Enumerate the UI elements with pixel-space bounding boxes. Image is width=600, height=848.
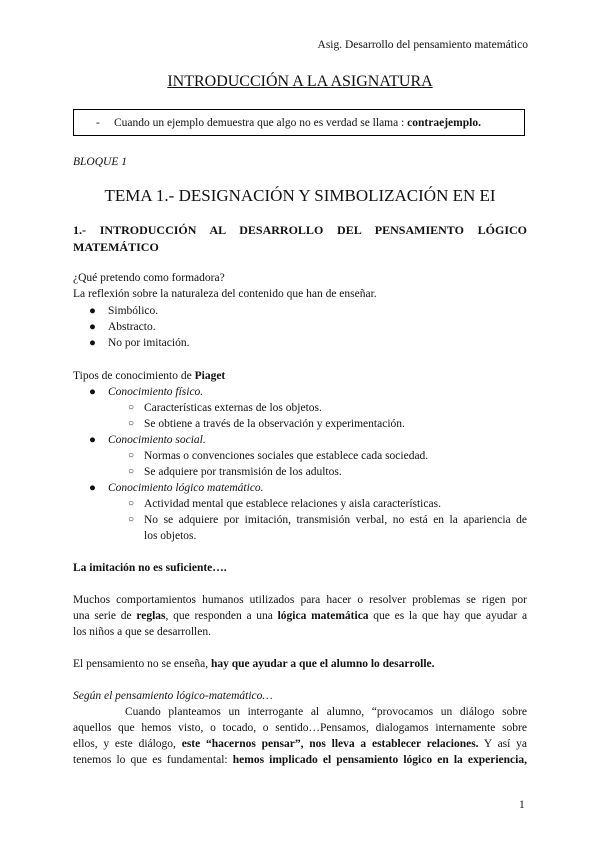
- para2: El pensamiento no se enseña, hay que ayudar a que el alumno lo desarrolle.: [73, 658, 435, 670]
- para3-line4: tenemos lo que es fundamental: hemos implicado el pensamiento lógico en la experiencia,: [73, 754, 527, 766]
- piaget-name: Piaget: [194, 370, 226, 382]
- bullet-item: Simbólico.: [108, 305, 159, 317]
- page-number: 1: [519, 799, 525, 811]
- para1-line1: Muchos comportamientos humanos utilizados para hacer o resolver problemas se rigen por: [73, 594, 527, 606]
- bullet-icon: ●: [89, 434, 96, 446]
- note-box: [73, 109, 525, 136]
- para1-line2: una serie de reglas, que responden a una lógica matemática que es la que hay que ayudar a: [73, 610, 528, 622]
- circle-bullet-icon: ○: [128, 514, 135, 525]
- bullet-icon: ●: [89, 482, 96, 494]
- bullet-icon: ●: [89, 305, 96, 317]
- circle-bullet-icon: ○: [128, 498, 135, 509]
- type-item: Se obtiene a través de la observación y experimentación.: [144, 418, 405, 430]
- type-item: Características externas de los objetos.: [144, 402, 322, 414]
- circle-bullet-icon: ○: [128, 466, 135, 477]
- para3-line2: aquellos que hemos visto, o tocado, o sentido…Pensamos, dialogamos internamente sobre: [73, 722, 527, 734]
- note-text: Cuando un ejemplo demuestra que algo no es verdad se llama : contraejemplo.: [114, 117, 481, 129]
- para3-line1: Cuando planteamos un interrogante al alumno, “provocamos un diálogo sobre: [125, 706, 527, 718]
- type-item: No se adquiere por imitación, transmisión verbal, no está en la apariencia de: [144, 514, 527, 526]
- type-title: Conocimiento físico.: [108, 386, 204, 398]
- intro-title: INTRODUCCIÓN A LA ASIGNATURA: [167, 73, 433, 90]
- circle-bullet-icon: ○: [128, 418, 135, 429]
- bullet-item: Abstracto.: [108, 321, 156, 333]
- bullet-icon: ●: [89, 321, 96, 333]
- type-item: Se adquiere por transmisión de los adultos.: [144, 466, 342, 478]
- note-bold: contraejemplo.: [407, 117, 481, 129]
- type-item: Actividad mental que establece relaciones y aisla características.: [144, 498, 441, 510]
- bullet-item: No por imitación.: [108, 337, 190, 349]
- bullet-icon: ●: [89, 337, 96, 349]
- reflection-line: La reflexión sobre la naturaleza del contenido que han de enseñar.: [73, 288, 377, 300]
- para2-bold: hay que ayudar a que el alumno lo desarrolle.: [210, 658, 435, 670]
- para1-line3: los niños a que se desarrollen.: [73, 626, 211, 638]
- section-title-line1: 1.- INTRODUCCIÓN AL DESARROLLO DEL PENSAMIENTO LÓGICO: [73, 223, 527, 237]
- tipos-line: Tipos de conocimiento de Piaget: [73, 370, 226, 382]
- bloque-label: BLOQUE 1: [73, 156, 127, 168]
- bullet-icon: ●: [89, 386, 96, 398]
- circle-bullet-icon: ○: [128, 450, 135, 461]
- section-title-line2: MATEMÁTICO: [73, 240, 159, 254]
- imitation-heading: La imitación no es suficiente….: [73, 562, 227, 574]
- type-title: Conocimiento social.: [108, 434, 206, 446]
- note-dash: -: [96, 117, 100, 129]
- para3-line3: ellos, y este diálogo, este “hacernos pensar”, nos lleva a establecer relaciones. Y así ya: [73, 738, 527, 750]
- question-line: ¿Qué pretendo como formadora?: [73, 272, 225, 284]
- type-item: Normas o convenciones sociales que establece cada sociedad.: [144, 450, 429, 462]
- tema-title: TEMA 1.- DESIGNACIÓN Y SIMBOLIZACIÓN EN EI: [104, 186, 496, 205]
- page-header: Asig. Desarrollo del pensamiento matemático: [317, 39, 528, 51]
- type-title: Conocimiento lógico matemático.: [108, 482, 264, 494]
- type-item-cont: los objetos.: [144, 530, 197, 542]
- segun-line: Según el pensamiento lógico-matemático…: [73, 690, 273, 702]
- circle-bullet-icon: ○: [128, 402, 135, 413]
